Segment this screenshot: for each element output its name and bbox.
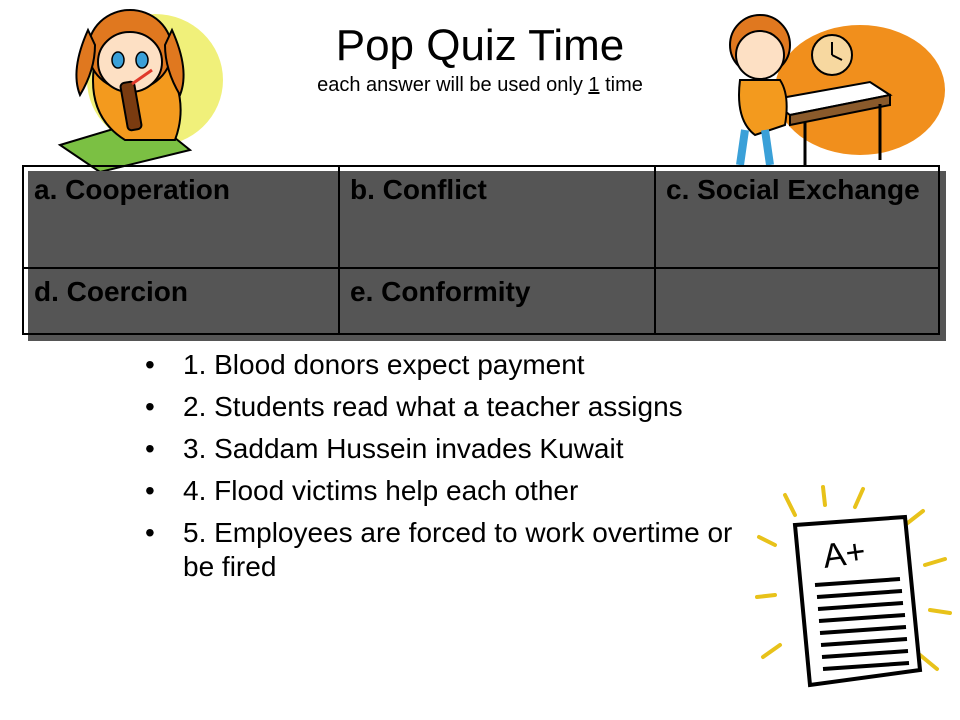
- subtitle-emphasis: 1: [588, 74, 600, 96]
- table-cell-empty: [655, 268, 939, 334]
- bullet: •: [145, 349, 155, 380]
- page-title: Pop Quiz Time: [335, 21, 625, 70]
- table-cell-answer-b: b. Conflict: [339, 166, 655, 268]
- question-text: 4. Flood victims help each other: [183, 475, 579, 506]
- list-item: [145, 348, 865, 382]
- table-row: [23, 166, 939, 268]
- question-text: 3. Saddam Hussein invades Kuwait: [183, 433, 624, 464]
- grade-label: A+: [820, 532, 868, 576]
- list-item: [145, 432, 865, 466]
- question-text: 1. Blood donors expect payment: [183, 349, 585, 380]
- a-plus-paper-clipart-icon: [755, 485, 955, 700]
- bullet: •: [145, 391, 155, 422]
- answer-choices-table: [22, 165, 940, 335]
- question-text: 5. Employees are forced to work overtime or be fired: [183, 517, 733, 582]
- bullet: •: [145, 433, 155, 464]
- table-cell-answer-c: c. Social Exchange: [655, 166, 939, 268]
- subtitle-text-after: time: [599, 74, 643, 96]
- list-item: [145, 516, 743, 584]
- bullet: •: [145, 517, 155, 548]
- table-cell-answer-e: e. Conformity: [339, 268, 655, 334]
- question-text: 2. Students read what a teacher assigns: [183, 391, 683, 422]
- subtitle-text-before: each answer will be used only: [317, 74, 589, 96]
- table-row: [23, 268, 939, 334]
- page-subtitle: [230, 72, 730, 98]
- girl-drinking-clipart-icon: [40, 0, 230, 175]
- list-item: [145, 390, 865, 424]
- table-cell-answer-d: d. Coercion: [23, 268, 339, 334]
- bullet: •: [145, 475, 155, 506]
- girl-at-desk-clock-clipart-icon: [710, 0, 950, 170]
- table-cell-answer-a: a. Cooperation: [23, 166, 339, 268]
- title-block: [230, 20, 730, 98]
